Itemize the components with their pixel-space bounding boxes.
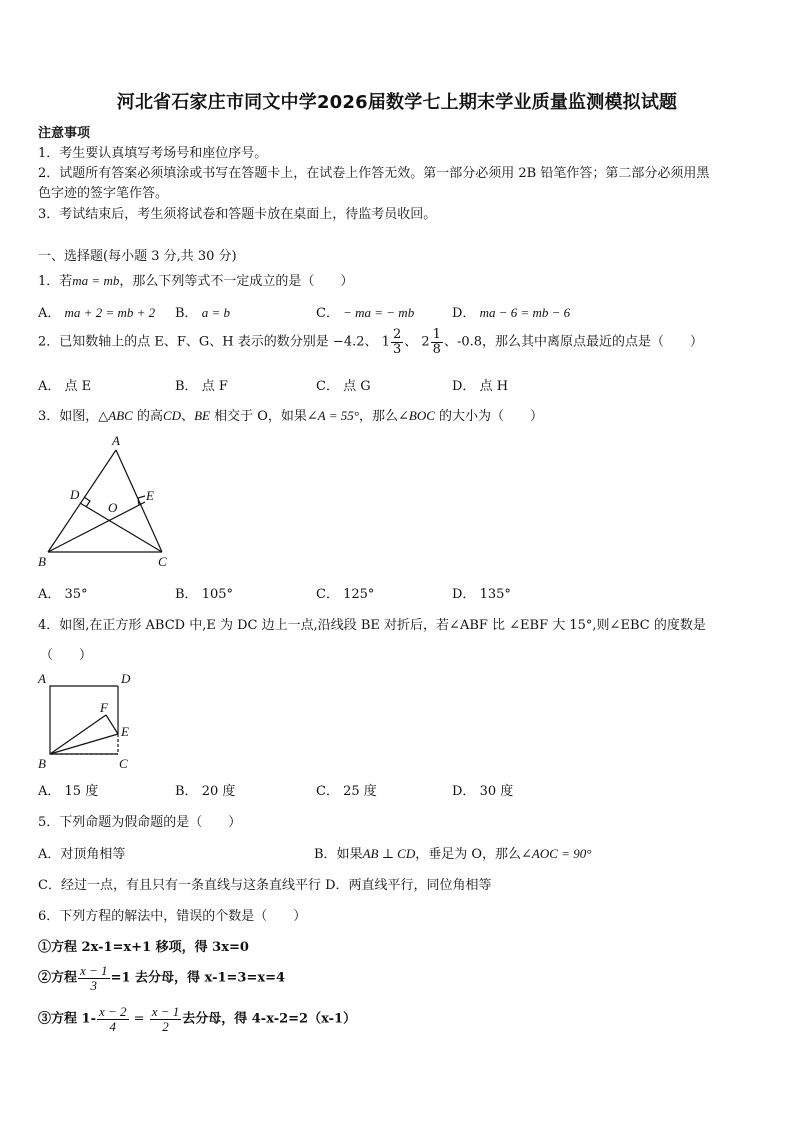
label-a: A [38, 671, 46, 686]
q1-text: ，那么下列等式不一定成立的是（ ） [119, 274, 354, 289]
label-e: E [146, 488, 154, 503]
q2-value: −4.2 [332, 334, 365, 350]
altitude-be [48, 502, 145, 552]
question-4-stem-cont: （ ） [40, 648, 93, 663]
label-o: O [108, 500, 118, 515]
triangle-figure [34, 430, 184, 575]
q1-option-d: D． ma − 6 = mb − 6 [452, 305, 571, 321]
question-3-stem: 3．如图，△ABC 的高CD、BE 相交于 O，如果∠A = 55°，那么∠BOC 的大小为（ ） [38, 408, 544, 424]
question-6-stem: 6．下列方程的解法中，错误的个数是（ ） [38, 909, 307, 924]
q6-item-1: ①方程 2x-1=x+1 移项，得 3x=0 [38, 940, 249, 955]
q3-option-c: C． 125° [316, 587, 375, 602]
label-d: D [70, 487, 80, 502]
q5-option-b: B．如果AB ⊥ CD，垂足为 O，那么∠AOC = 90° [314, 846, 592, 862]
fraction: $\frac{2}{3}$ [392, 327, 402, 357]
segment-fe [106, 715, 118, 734]
q1-option-b: B． a = b [175, 305, 230, 321]
q1-option-c: C． − ma = − mb [316, 305, 415, 321]
label-e: E [121, 724, 129, 739]
q4-option-d: D． 30 度 [452, 784, 514, 799]
q5-options-cd: C．经过一点，有且只有一条直线与这条直线平行 D．两直线平行，同位角相等 [38, 878, 492, 893]
notice-item: 色字迹的签字笔作答。 [38, 186, 169, 201]
label-d: D [121, 671, 131, 686]
fold-line-be [50, 734, 118, 754]
label-c: C [119, 756, 128, 770]
q4-option-a: A． 15 度 [38, 784, 99, 799]
q1-math: ma = mb [72, 273, 120, 288]
label-c: C [158, 554, 167, 569]
segment-bf [50, 715, 106, 754]
label-a: A [112, 433, 120, 448]
q3-option-a: A． 35° [38, 587, 88, 602]
altitude-cd [80, 503, 162, 552]
q3-option-d: D． 135° [452, 587, 511, 602]
question-4-stem: 4．如图,在正方形 ABCD 中,E 为 DC 边上一点,沿线段 BE 对折后，若∠ABF 比 ∠EBF 大 15°,则∠EBC 的度数是 [38, 618, 706, 633]
q1-text: 1．若 [38, 274, 73, 289]
question-2-stem: 2．已知数轴上的点 E、F、G、H 表示的数分别是 −4.2、 1 $\frac{2}{3}$ 、 2 $\frac{1}{8}$ 、-0.8，那么其中离原点最近的点是（ ） [38, 327, 704, 357]
q2-option-d: D． 点 H [452, 379, 509, 394]
side-ab [48, 450, 116, 552]
notice-item: 2．试题所有答案必须填涂或书写在答题卡上，在试卷上作答无效。第一部分必须用 2B 铅笔作答；第二部分必须用黑 [38, 166, 710, 181]
q2-option-b: B． 点 F [175, 379, 228, 394]
q4-option-c: C． 25 度 [316, 784, 377, 799]
q1-option-a: A． ma + 2 = mb + 2 [38, 305, 156, 321]
q5-option-a: A．对顶角相等 [38, 847, 126, 862]
section-heading: 一、选择题(每小题 3 分,共 30 分) [38, 249, 237, 264]
notice-item: 1．考生要认真填写考场号和座位序号。 [38, 146, 268, 161]
page-title: 河北省石家庄市同文中学2026届数学七上期末学业质量监测模拟试题 [116, 92, 678, 113]
square-figure [30, 668, 150, 770]
q6-item-3: ③方程 1- $\frac{x - 2}{4}$ = $\frac{x - 1}{2}$ 去分母，得 4-x-2=2（x-1） [38, 1004, 357, 1034]
q2-option-c: C． 点 G [316, 379, 371, 394]
question-1-stem [38, 270, 353, 289]
q6-item-2: ②方程 $\frac{x - 1}{3}$ =1 去分母，得 x-1=3=x=4 [38, 963, 286, 993]
q4-option-b: B． 20 度 [175, 784, 236, 799]
label-b: B [38, 554, 46, 569]
question-5-stem: 5．下列命题为假命题的是（ ） [38, 815, 242, 830]
notice-heading: 注意事项 [38, 126, 91, 141]
label-f: F [100, 700, 108, 715]
fraction: $\frac{1}{8}$ [432, 327, 441, 357]
q2-option-a: A． 点 E [38, 379, 92, 394]
notice-item: 3．考试结束后，考生须将试卷和答题卡放在桌面上，待监考员收回。 [38, 207, 437, 222]
q3-option-b: B． 105° [175, 587, 234, 602]
label-b: B [38, 756, 46, 770]
